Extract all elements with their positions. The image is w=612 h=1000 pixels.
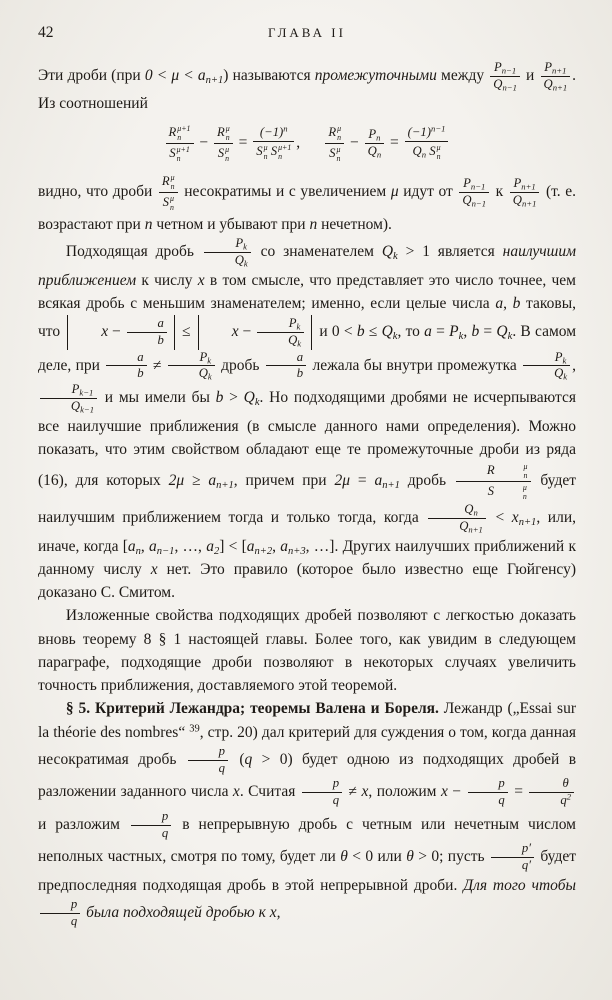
inline-fraction: $\frac{a}{b}$ [126, 317, 168, 347]
emphasis-run: $a_{n-1}$ [149, 537, 175, 557]
absolute-value: x − $\frac{P_k}{Q_k}$ [198, 315, 312, 349]
page-content [38, 60, 576, 929]
subscript: n [473, 507, 478, 518]
emphasis-run: θ [406, 848, 414, 866]
emphasis-run: b [215, 388, 224, 406]
subscript: n+1 [551, 65, 567, 76]
inline-fraction: R μ n S μ n [158, 173, 179, 212]
subscript: n−1 [502, 82, 517, 93]
inline-fraction: $\frac{a}{b}$ [265, 351, 307, 381]
emphasis-run: a [424, 323, 432, 341]
subscript: k [562, 355, 567, 366]
inline-fraction: $\frac{p}{q}$ [130, 810, 172, 840]
subscript: n+1 [382, 480, 400, 492]
subscript: n+1 [521, 181, 536, 192]
sub-sup-stack: μ n [170, 172, 175, 191]
emphasis-run: q [244, 750, 253, 768]
subscript: k [297, 338, 302, 349]
page-header [38, 24, 576, 46]
emphasis-run: x [197, 271, 205, 289]
subscript: 2 [213, 545, 220, 557]
subscript: n [135, 545, 141, 557]
emphasis-run: x [150, 560, 158, 578]
subscript: n [376, 149, 382, 160]
sub-sup-stack: μ n [336, 144, 341, 163]
subscript: n+2 [254, 545, 273, 557]
paragraph: видно, что дроби R μ n S μ n несократимы и с увеличением μ идут от $\frac{P_{n-1}}{Q_{n-1}}$ к $\frac{P_{n+1}}{Q_{n+1}}$ (т. е. возрастают при n четном и убывают при n нечетном). [38, 172, 577, 234]
subscript: n+1 [468, 524, 483, 535]
subscript: n+1 [521, 198, 537, 209]
sub-sup-stack: μ n [522, 483, 527, 502]
emphasis-run: $Q_k$ [381, 243, 398, 263]
subscript: n+1 [216, 480, 234, 492]
sub-sup-stack: μ n [169, 193, 174, 213]
subscript: n [421, 148, 427, 159]
sub-sup-stack: μ n [337, 123, 342, 142]
emphasis-run: наилучшим приближением [38, 243, 577, 289]
emphasis-run: θ [340, 848, 348, 866]
emphasis-run: $x_{n+1}$ [511, 509, 537, 528]
emphasis-run: x [231, 323, 239, 341]
emphasis-run: $a_2$ [206, 537, 220, 557]
inline-fraction: $\frac{p}{q}$ [467, 777, 509, 807]
emphasis-run: x [101, 323, 109, 341]
subscript: k [254, 396, 260, 408]
inline-fraction: $\frac{Q_n}{Q_{n+1}}$ [427, 503, 487, 533]
display-equation: R μ+1 n S μ+1 n − R μ n S μ n = $(-1)^n$ S μ n S μ+1 n , R μ n S μ n − $\frac{P_n}{Q_n}$ = $(-1)^{n-1}$ $Q_n$ S μ n [38, 123, 576, 164]
subscript: k [207, 371, 212, 382]
inline-fraction: R μ n S μ n [213, 124, 234, 163]
superscript: 2 [566, 791, 571, 802]
inline-fraction: $\frac{P_{n+1}}{Q_{n+1}}$ [509, 177, 541, 207]
inline-fraction: $\frac{p}{q}$ [39, 898, 81, 928]
emphasis-run: $a_{n+3}$ [280, 537, 306, 557]
paragraph: Изложенные свойства подходящих дробей позволяют с легкостью доказать вновь теорему 8 § 1 настоящей главы. Более того, как увидим в следующем параграфе, подходящие дроби позволяют в некоторых случаях увеличить точность приближения, доставляемого этой теоремой. [38, 607, 576, 695]
emphasis-run: 2μ [334, 472, 350, 490]
sub-sup-stack: μ+1 n [176, 144, 190, 163]
superscript: 39 [189, 723, 200, 735]
paragraph: Эти дроби (при $0 < \mu < a_{n+1}$) называются промежуточными между $\frac{P_{n-1}}{Q_{n-1}}$ и $\frac{P_{n+1}}{Q_{n+1}}$ . Из соотношений [38, 60, 577, 113]
inline-fraction: $\frac{P_k}{Q_k}$ [256, 317, 305, 347]
emphasis-run: n [309, 216, 318, 234]
subscript: n−1 [471, 198, 487, 209]
emphasis-run: промежуточными [314, 66, 437, 84]
emphasis-run: x [361, 783, 369, 801]
sub-sup-stack: μ n [263, 142, 268, 161]
page-number: 42 [38, 24, 54, 41]
inline-fraction: $\frac{p}{q}$ [187, 745, 229, 775]
subscript: n+1 [205, 74, 224, 86]
subscript: k [207, 355, 212, 366]
subscript: n−1 [501, 65, 517, 76]
subscript: k−1 [79, 387, 94, 398]
inline-fraction: $\frac{P_n}{Q_n}$ [364, 128, 386, 158]
emphasis-run: 2μ [168, 472, 185, 490]
subscript: n+1 [552, 82, 568, 93]
emphasis-run: $a_{n+1}$ [208, 472, 234, 492]
emphasis-run: $0 < \mu < a_{n+1}$ [144, 66, 224, 86]
subscript: k [507, 330, 513, 342]
sub-sup-stack: μ n [436, 142, 441, 161]
section-heading: § 5. Критерий Лежандра; теоремы Валена и Бореля. [65, 700, 439, 718]
emphasis-run: Для того чтобы $\frac{p}{q}$ была подходящей дробью к x, [38, 877, 576, 921]
subscript: n+1 [518, 516, 537, 528]
chapter-title: ГЛАВА II [268, 25, 346, 40]
emphasis-run: b [512, 295, 521, 312]
paragraph: § 5. Критерий Лежандра; теоремы Валена и Бореля. Лежандр („Essai sur la théorie des nombres“ $^{39}$, стр. 20) дал критерий для суждения о том, когда данная несократимая дробь $\frac{p}{q}$ (q > 0) будет одною из подходящих дробей в разложении заданного числа x. Считая $\frac{p}{q}$ ≠ x, положим x − $\frac{p}{q}$ = $\frac{\theta}{q^2}$ и разложим $\frac{p}{q}$ в непрерывную дробь с четным или нечетным числом неполных частных, смотря по тому, будет ли θ < 0 или θ > 0; пусть $\frac{p'}{q'}$ будет предпоследняя подходящая дробь в этой непрерывной дроби. Для того чтобы $\frac{p}{q}$ была подходящей дробью к x, [38, 700, 577, 928]
emphasis-run: $a_{n+2}$ [246, 537, 273, 557]
subscript: k [296, 321, 301, 332]
emphasis-run: $Q_k$ [243, 388, 260, 408]
inline-fraction: $\frac{a}{b}$ [105, 351, 147, 381]
inline-fraction: $\frac{P_{n-1}}{Q_{n-1}}$ [489, 61, 521, 91]
inline-fraction: R μ n S μ n [324, 124, 345, 163]
sub-sup-stack: μ+1 n [278, 142, 292, 161]
sub-sup-stack: μ n [523, 462, 528, 481]
subscript: n−1 [156, 545, 175, 557]
subscript: k [458, 330, 464, 342]
subscript: n−1 [470, 181, 486, 192]
sub-sup-stack: μ n [225, 123, 230, 142]
absolute-value: x − $\frac{a}{b}$ [67, 315, 175, 349]
subscript: n+3 [288, 545, 306, 557]
subscript: k−1 [80, 404, 95, 415]
sub-sup-stack: μ n [225, 144, 230, 163]
inline-fraction: $\frac{\theta}{q^2}$ [528, 777, 575, 807]
emphasis-run: b [471, 323, 480, 341]
emphasis-run: $P_k$ [449, 323, 464, 342]
inline-fraction: $\frac{p'}{q'}$ [490, 842, 535, 872]
emphasis-run: b [356, 323, 365, 341]
emphasis-run: a [495, 295, 504, 312]
inline-fraction: $\frac{P_k}{Q_k}$ [522, 351, 571, 381]
emphasis-run: $a_{n+1}$ [374, 472, 400, 492]
superscript: n−1 [431, 123, 446, 134]
subscript: k [243, 241, 247, 252]
emphasis-run: $Q_k$ [496, 323, 513, 342]
emphasis-run: x [232, 783, 240, 801]
subscript: k [563, 371, 568, 382]
inline-fraction: $\frac{P_{k-1}}{Q_{k-1}}$ [39, 383, 98, 413]
subscript: k [243, 258, 248, 269]
inline-fraction: $\frac{P_{n+1}}{Q_{n+1}}$ [540, 61, 572, 91]
inline-fraction: $\frac{P_k}{Q_k}$ [167, 351, 216, 381]
inline-fraction: $\frac{P_{n-1}}{Q_{n-1}}$ [458, 177, 490, 207]
emphasis-run: μ [390, 183, 399, 201]
subscript: n [376, 132, 381, 143]
emphasis-run: x [440, 783, 448, 801]
subscript: k [392, 330, 398, 342]
inline-fraction: R μ n S μ n [455, 462, 532, 501]
sub-sup-stack: μ+1 n [177, 123, 191, 142]
emphasis-run: n [144, 216, 153, 234]
inline-fraction: $(-1)^{n-1}$ $Q_n$ S μ n [404, 126, 450, 161]
inline-fraction: R μ+1 n S μ+1 n [165, 124, 195, 163]
inline-fraction: $(-1)^n$ S μ n S μ+1 n [252, 126, 295, 161]
superscript: n [283, 123, 288, 134]
inline-fraction: $\frac{p}{q}$ [301, 777, 343, 807]
inline-fraction: $\frac{P_k}{Q_k}$ [203, 237, 252, 267]
paragraph: Подходящая дробь $\frac{P_k}{Q_k}$ со знаменателем $Q_k > 1$ является наилучшим приближением к числу x в том смысле, что представляет это число точнее, чем всякая дробь с меньшим знаменателем; именно, если целые числа a, b таковы, что x − $\frac{a}{b}$ ≤ x − $\frac{P_k}{Q_k}$ и $0 < b \le Q_k$, то $a = P_k$, $b = Q_k$. В самом деле, при $\frac{a}{b}$ ≠ $\frac{P_k}{Q_k}$ дробь $\frac{a}{b}$ лежала бы внутри промежутка $\frac{P_k}{Q_k}$ , $\frac{P_{k-1}}{Q_{k-1}}$ и мы имели бы $b > Q_k$. Но подходящими дробями не исчерпываются все наилучшие приближения (в смысле данного нами определения). Можно показать, что этим свойством обладают еще те промежуточные дроби из ряда (16), для которых $2\mu \ge a_{n+1}$, причем при $2\mu = a_{n+1}$ дробь R μ n S μ n будет наилучшим приближением тогда и только тогда, когда $\frac{Q_n}{Q_{n+1}}$ < $x_{n+1}$, или, иначе, когда [$a_n$, $a_{n-1}$, …, $a_2] < [a_{n+2}$, $a_{n+3}$, …]. Других наилучших приближений к данному числу x нет. Это правило (которое было известно еще Гюйгенсу) доказано С. Смитом. [38, 236, 577, 602]
emphasis-run: $a_n$ [127, 537, 141, 557]
subscript: k [393, 251, 398, 263]
emphasis-run: $Q_k$ [381, 323, 398, 342]
